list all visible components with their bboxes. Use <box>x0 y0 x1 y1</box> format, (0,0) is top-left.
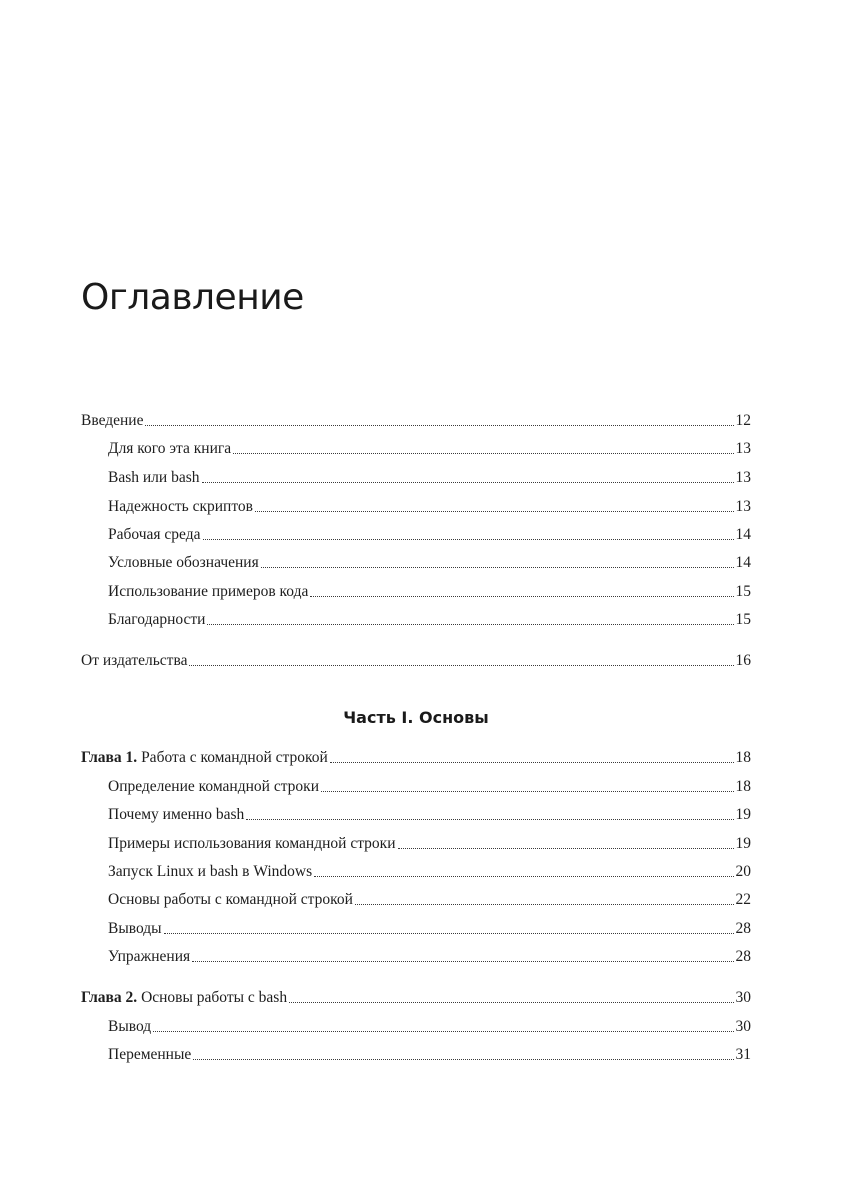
dot-leader <box>189 665 733 666</box>
chapter-title: Работа с командной строкой <box>141 749 328 766</box>
toc-entry-label: Bash или bash <box>108 469 200 486</box>
toc-page-number: 12 <box>735 412 751 429</box>
dot-leader <box>310 596 733 597</box>
toc-page-number: 15 <box>735 611 751 628</box>
toc-page-number: 13 <box>735 498 751 515</box>
toc-page-number: 18 <box>735 749 751 766</box>
toc-page-number: 19 <box>735 835 751 852</box>
toc-entry-code-examples[interactable] <box>108 582 751 602</box>
toc-entry-label: Основы работы с командной строкой <box>108 891 353 908</box>
toc-page-number: 14 <box>735 526 751 543</box>
toc-page-number: 30 <box>735 989 751 1006</box>
toc-entry-define-cli[interactable] <box>108 777 751 797</box>
toc-entry-label <box>81 988 287 1008</box>
chapter-number: Глава 2. <box>81 989 138 1006</box>
toc-page-number: 20 <box>735 863 751 880</box>
dot-leader <box>355 904 734 905</box>
dot-leader <box>192 961 733 962</box>
chapter-number: Глава 1. <box>81 749 138 766</box>
toc-page-number: 28 <box>735 920 751 937</box>
toc-entry-cli-basics[interactable] <box>108 890 751 910</box>
dot-leader <box>145 425 733 426</box>
toc-chapter-1[interactable] <box>81 748 751 768</box>
toc-page-number: 31 <box>735 1046 751 1063</box>
dot-leader <box>193 1059 733 1060</box>
toc-entry-exercises[interactable] <box>108 947 751 967</box>
dot-leader <box>203 539 734 540</box>
toc-entry-introduction[interactable] <box>81 411 751 431</box>
dot-leader <box>164 933 734 934</box>
toc-page-number: 16 <box>735 652 751 669</box>
toc-chapter-2[interactable] <box>81 988 751 1008</box>
toc-entry-label: Благодарности <box>108 611 206 628</box>
toc-entry-why-bash[interactable] <box>108 805 751 825</box>
toc-entry-label: Вывод <box>108 1018 152 1035</box>
toc-entry-script-reliability[interactable] <box>108 497 751 517</box>
toc-page-number: 22 <box>735 891 751 908</box>
toc-entry-label: Надежность скриптов <box>108 498 253 515</box>
dot-leader <box>202 482 734 483</box>
dot-leader <box>330 762 734 763</box>
toc-entry-output[interactable] <box>108 1017 751 1037</box>
toc-entry-label: Выводы <box>108 920 162 937</box>
dot-leader <box>233 453 733 454</box>
dot-leader <box>398 848 734 849</box>
toc-entry-label: Введение <box>81 412 144 429</box>
chapter-title: Основы работы с bash <box>141 989 288 1006</box>
dot-leader <box>153 1031 733 1032</box>
toc-entry-label: Переменные <box>108 1046 192 1063</box>
toc-entry-label <box>81 748 328 768</box>
toc-entry-from-publisher[interactable] <box>81 651 751 671</box>
toc-entry-label: Для кого эта книга <box>108 440 232 457</box>
toc-entry-variables[interactable] <box>108 1045 751 1065</box>
toc-entry-label: Определение командной строки <box>108 778 319 795</box>
toc-entry-label: Запуск Linux и bash в Windows <box>108 863 313 880</box>
toc-page-number: 13 <box>735 440 751 457</box>
toc-page-number: 30 <box>735 1018 751 1035</box>
toc-entry-work-environment[interactable] <box>108 525 751 545</box>
toc-entry-label: Примеры использования командной строки <box>108 835 396 852</box>
page-title: Оглавление <box>81 277 304 318</box>
toc-entry-label: Упражнения <box>108 948 191 965</box>
toc-entry-bash-or-bash[interactable] <box>108 468 751 488</box>
dot-leader <box>207 624 733 625</box>
toc-entry-label: Рабочая среда <box>108 526 201 543</box>
toc-page-number: 18 <box>735 778 751 795</box>
dot-leader <box>246 819 733 820</box>
toc-entry-linux-bash-windows[interactable] <box>108 862 751 882</box>
dot-leader <box>261 567 734 568</box>
dot-leader <box>321 791 734 792</box>
toc-entry-acknowledgements[interactable] <box>108 610 751 630</box>
toc-entry-label: Условные обозначения <box>108 554 259 571</box>
toc-page-number: 15 <box>735 583 751 600</box>
toc-entry-cli-examples[interactable] <box>108 834 751 854</box>
toc-entry-conclusions[interactable] <box>108 919 751 939</box>
dot-leader <box>314 876 733 877</box>
toc-page-number: 19 <box>735 806 751 823</box>
dot-leader <box>289 1002 733 1003</box>
toc-page-number: 28 <box>735 948 751 965</box>
dot-leader <box>255 511 734 512</box>
part-heading: Часть I. Основы <box>343 708 489 727</box>
toc-entry-conventions[interactable] <box>108 553 751 573</box>
toc-entry-for-whom[interactable] <box>108 439 751 459</box>
toc-entry-label: Использование примеров кода <box>108 583 309 600</box>
toc-entry-label: От издательства <box>81 652 188 669</box>
toc-page-number: 13 <box>735 469 751 486</box>
toc-page-number: 14 <box>735 554 751 571</box>
toc-entry-label: Почему именно bash <box>108 806 245 823</box>
